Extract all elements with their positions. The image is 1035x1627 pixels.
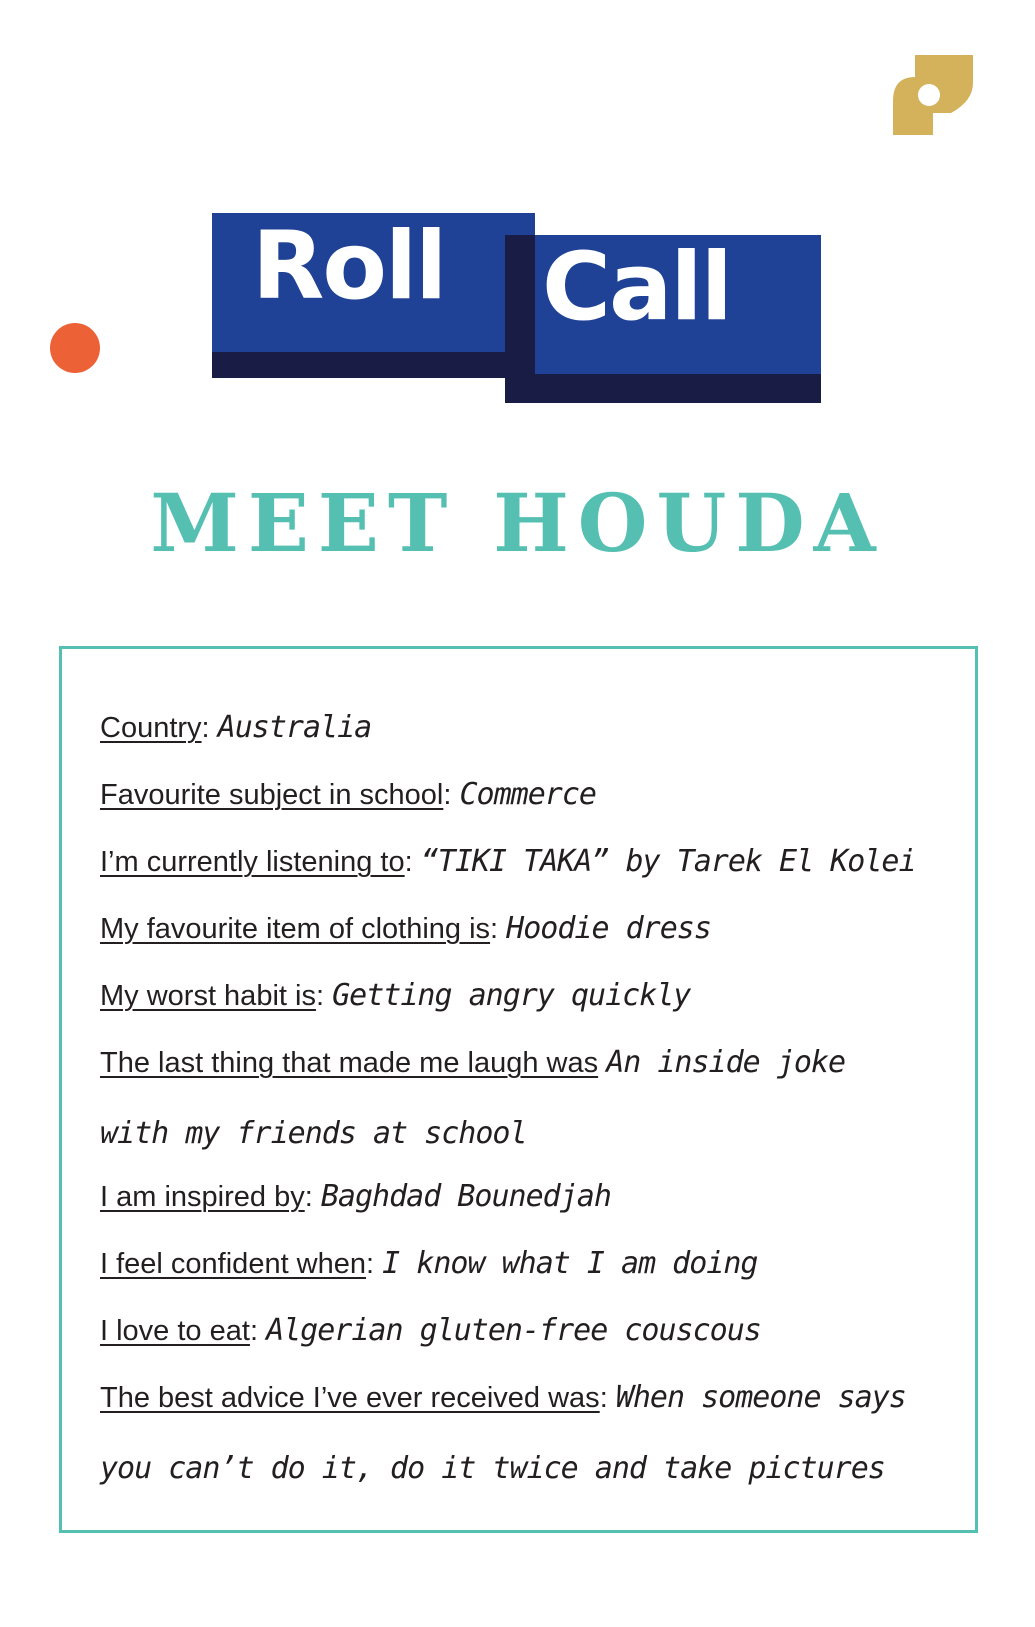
page-title: MEET HOUDA — [150, 476, 885, 570]
profile-item-confident-when — [100, 1231, 930, 1302]
separator — [598, 1047, 606, 1079]
answer-text: Commerce — [459, 777, 596, 812]
separator: : — [304, 1181, 321, 1213]
question-label: My worst habit is — [100, 980, 316, 1012]
question-label: I feel confident when — [100, 1248, 367, 1280]
separator: : — [599, 1382, 616, 1414]
answer-text: Algerian gluten-free couscous — [266, 1313, 761, 1348]
question-label: My favourite item of clothing is — [100, 913, 491, 945]
question-label: I’m currently listening to — [100, 846, 405, 878]
answer-text: An inside joke with my friends at school — [100, 1045, 846, 1151]
profile-item-listening — [100, 829, 930, 900]
question-label: Country — [100, 712, 202, 744]
separator: : — [201, 712, 218, 744]
profile-item-clothing — [100, 896, 930, 967]
roll-call-logo — [0, 0, 1035, 420]
separator: : — [315, 980, 333, 1012]
answer-text: Australia — [217, 710, 372, 745]
question-label: The best advice I’ve ever received was — [100, 1382, 600, 1414]
question-label: Favourite subject in school — [100, 779, 444, 811]
separator: : — [443, 779, 460, 811]
question-label: The last thing that made me laugh was — [100, 1047, 599, 1079]
profile-item-worst-habit — [100, 963, 930, 1034]
answer-text: Getting angry quickly — [332, 978, 691, 1013]
banner-shapes — [0, 0, 1035, 420]
answer-text: Hoodie dress — [506, 911, 711, 946]
answer-text: I know what I am doing — [382, 1246, 758, 1281]
separator: : — [404, 846, 421, 878]
logo-word-roll: Roll — [252, 212, 446, 321]
profile-item-favourite-subject — [100, 762, 930, 833]
profile-item-best-advice — [100, 1365, 930, 1507]
answer-text: When someone says you can’t do it, do it twice and take pictures — [100, 1380, 906, 1486]
profile-item-inspired-by — [100, 1164, 930, 1235]
separator: : — [366, 1248, 383, 1280]
answer-text: “TIKI TAKA” by Tarek El Kolei — [420, 844, 916, 879]
logo-word-call: Call — [542, 233, 731, 342]
separator: : — [249, 1315, 267, 1347]
separator: : — [490, 913, 507, 945]
profile-item-last-laugh — [100, 1030, 930, 1172]
answer-text: Baghdad Bounedjah — [320, 1179, 611, 1214]
question-label: I love to eat — [100, 1315, 250, 1347]
profile-item-love-to-eat — [100, 1298, 930, 1369]
question-label: I am inspired by — [100, 1181, 305, 1213]
profile-item-country — [100, 695, 930, 766]
